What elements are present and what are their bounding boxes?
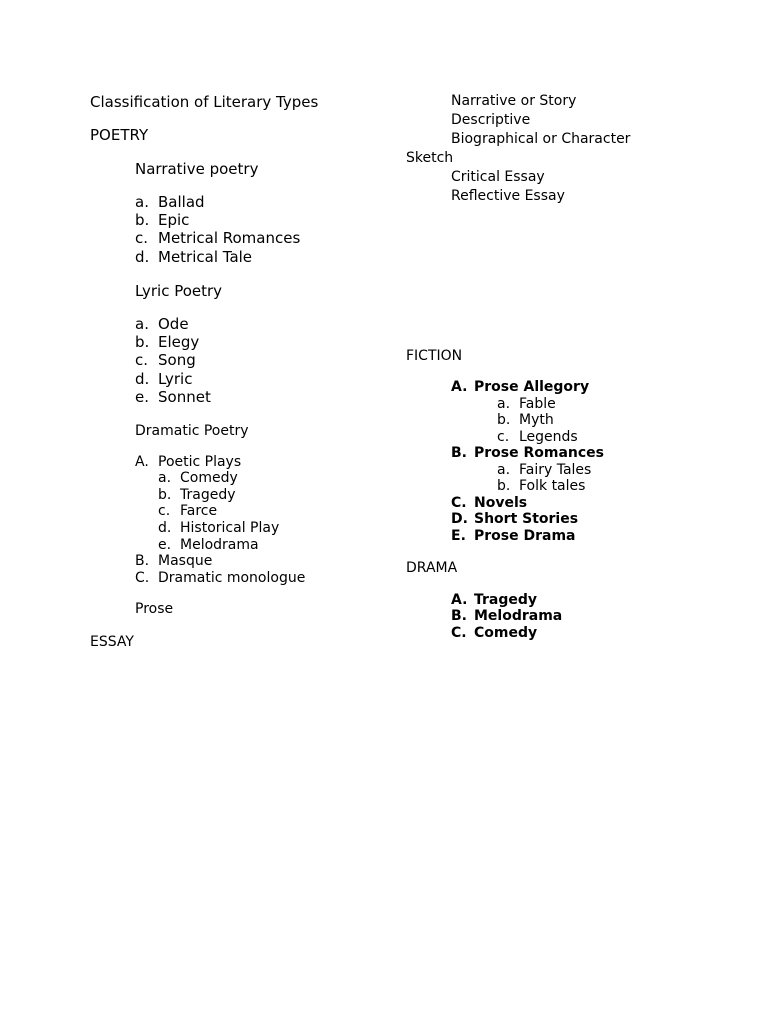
list-item: Farce	[180, 503, 218, 519]
list-marker: A.	[451, 592, 468, 608]
list-item: Metrical Tale	[158, 248, 253, 266]
list-marker: C.	[135, 570, 150, 586]
document-title: Classification of Literary Types	[90, 93, 319, 111]
list-marker: c.	[158, 503, 171, 519]
list-marker: b.	[497, 412, 511, 428]
list-marker: a.	[497, 462, 511, 478]
list-marker: B.	[451, 608, 467, 624]
list-marker: A.	[451, 379, 468, 395]
list-item: Comedy	[180, 470, 238, 486]
list-item: Ballad	[158, 193, 205, 211]
list-item: Tragedy	[474, 592, 538, 608]
list-item: Biographical or Character	[451, 131, 631, 147]
list-marker: c.	[135, 351, 149, 369]
dramatic-poetry-heading: Dramatic Poetry	[135, 423, 249, 439]
list-marker: a.	[135, 315, 149, 333]
list-marker: C.	[451, 495, 467, 511]
list-marker: d.	[135, 248, 150, 266]
list-item: Tragedy	[180, 487, 236, 503]
list-item: Melodrama	[474, 608, 563, 624]
list-item: Masque	[158, 553, 213, 569]
list-item: Narrative or Story	[451, 93, 577, 109]
list-marker: A.	[135, 454, 149, 470]
list-item: Historical Play	[180, 520, 280, 536]
list-marker: C.	[451, 625, 467, 641]
list-item: Folk tales	[519, 478, 586, 494]
narrative-poetry-heading: Narrative poetry	[135, 160, 259, 178]
list-marker: a.	[497, 396, 511, 412]
list-item: Critical Essay	[451, 169, 545, 185]
list-item: Fable	[519, 396, 556, 412]
list-marker: d.	[135, 370, 150, 388]
list-item: Ode	[158, 315, 189, 333]
list-item: Sonnet	[158, 388, 211, 406]
lyric-poetry-heading: Lyric Poetry	[135, 282, 223, 300]
list-marker: c.	[135, 229, 149, 247]
list-marker: e.	[135, 388, 149, 406]
poetry-heading: POETRY	[90, 126, 149, 144]
list-item: Legends	[519, 429, 578, 445]
list-marker: b.	[135, 211, 150, 229]
list-item: Melodrama	[180, 537, 259, 553]
list-item: Dramatic monologue	[158, 570, 306, 586]
fiction-heading: FICTION	[406, 348, 463, 364]
list-marker: D.	[451, 511, 468, 527]
list-item: Epic	[158, 211, 190, 229]
drama-heading: DRAMA	[406, 560, 458, 576]
list-item: Poetic Plays	[158, 454, 242, 470]
list-item: Metrical Romances	[158, 229, 301, 247]
list-marker: a.	[135, 193, 149, 211]
list-marker: d.	[158, 520, 172, 536]
list-item: Descriptive	[451, 112, 531, 128]
list-marker: B.	[135, 553, 150, 569]
list-marker: c.	[497, 429, 510, 445]
list-item: Prose Drama	[474, 528, 576, 544]
list-item: Prose Allegory	[474, 379, 590, 395]
list-item: Myth	[519, 412, 554, 428]
list-item-continuation: Sketch	[406, 150, 454, 166]
list-item: Song	[158, 351, 196, 369]
list-item: Fairy Tales	[519, 462, 592, 478]
list-marker: E.	[451, 528, 466, 544]
prose-heading: Prose	[135, 601, 174, 617]
list-item: Reflective Essay	[451, 188, 565, 204]
list-marker: B.	[451, 445, 467, 461]
list-item: Comedy	[474, 625, 538, 641]
list-marker: b.	[158, 487, 172, 503]
list-item: Novels	[474, 495, 528, 511]
list-marker: b.	[135, 333, 150, 351]
list-marker: b.	[497, 478, 511, 494]
list-marker: a.	[158, 470, 172, 486]
list-item: Elegy	[158, 333, 200, 351]
list-marker: e.	[158, 537, 172, 553]
list-item: Short Stories	[474, 511, 579, 527]
essay-heading: ESSAY	[90, 634, 134, 650]
list-item: Lyric	[158, 370, 193, 388]
list-item: Prose Romances	[474, 445, 605, 461]
